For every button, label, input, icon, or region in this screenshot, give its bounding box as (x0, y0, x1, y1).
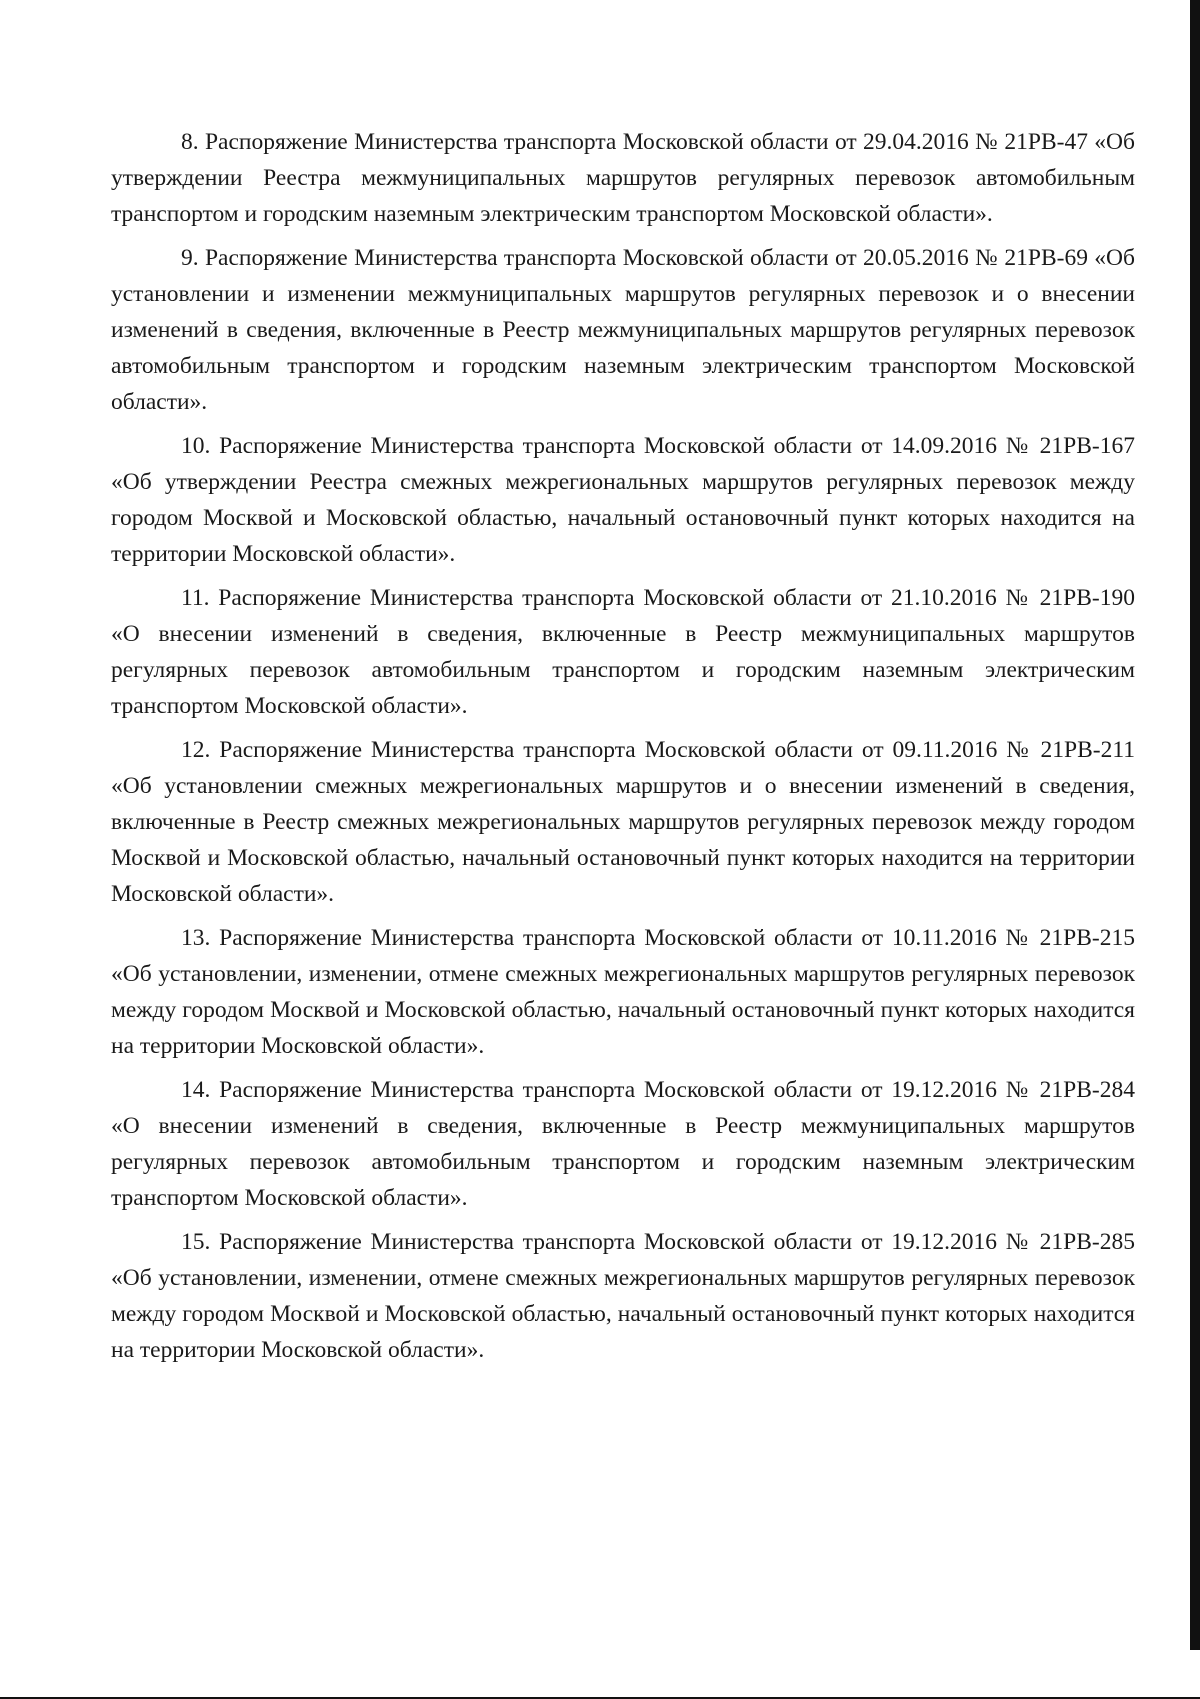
document-body (111, 124, 1135, 1376)
scan-edge-shadow (1190, 0, 1200, 1650)
list-item-10: 10. Распоряжение Министерства транспорта Московской области от 14.09.2016 № 21РВ-167 «Об утверждении Реестра смежных межрегиональных маршрутов регулярных перевозок между городом Москвой и Московской областью, начальный остановочный пункт которых находится на территории Московской области». (111, 433, 1135, 567)
list-item-9: 9. Распоряжение Министерства транспорта Московской области от 20.05.2016 № 21РВ-69 «Об установлении и изменении межмуниципальных маршрутов регулярных перевозок и о внесении изменений в сведения, включенные в Реестр межмуниципальных маршрутов регулярных перевозок автомобильным транспортом и городским наземным электрическим транспортом Московской области». (111, 245, 1135, 415)
list-item-14: 14. Распоряжение Министерства транспорта Московской области от 19.12.2016 № 21РВ-284 «О внесении изменений в сведения, включенные в Реестр межмуниципальных маршрутов регулярных перевозок автомобильным транспортом и городским наземным электрическим транспортом Московской области». (111, 1077, 1135, 1211)
list-item-12: 12. Распоряжение Министерства транспорта Московской области от 09.11.2016 № 21РВ-211 «Об установлении смежных межрегиональных маршрутов и о внесении изменений в сведения, включенные в Реестр смежных межрегиональных маршрутов регулярных перевозок между городом Москвой и Московской областью, начальный остановочный пункт которых находится на территории Московской области». (111, 737, 1135, 907)
list-item-13: 13. Распоряжение Министерства транспорта Московской области от 10.11.2016 № 21РВ-215 «Об установлении, изменении, отмене смежных межрегиональных маршрутов регулярных перевозок между городом Москвой и Московской областью, начальный остановочный пункт которых находится на территории Московской области». (111, 925, 1135, 1059)
list-item-11: 11. Распоряжение Министерства транспорта Московской области от 21.10.2016 № 21РВ-190 «О внесении изменений в сведения, включенные в Реестр межмуниципальных маршрутов регулярных перевозок автомобильным транспортом и городским наземным электрическим транспортом Московской области». (111, 585, 1135, 719)
list-item-15: 15. Распоряжение Министерства транспорта Московской области от 19.12.2016 № 21РВ-285 «Об установлении, изменении, отмене смежных межрегиональных маршрутов регулярных перевозок между городом Москвой и Московской областью, начальный остановочный пункт которых находится на территории Московской области». (111, 1229, 1135, 1363)
list-item-8: 8. Распоряжение Министерства транспорта Московской области от 29.04.2016 № 21РВ-47 «Об утверждении Реестра межмуниципальных маршрутов регулярных перевозок автомобильным транспортом и городским наземным электрическим транспортом Московской области». (111, 129, 1135, 227)
